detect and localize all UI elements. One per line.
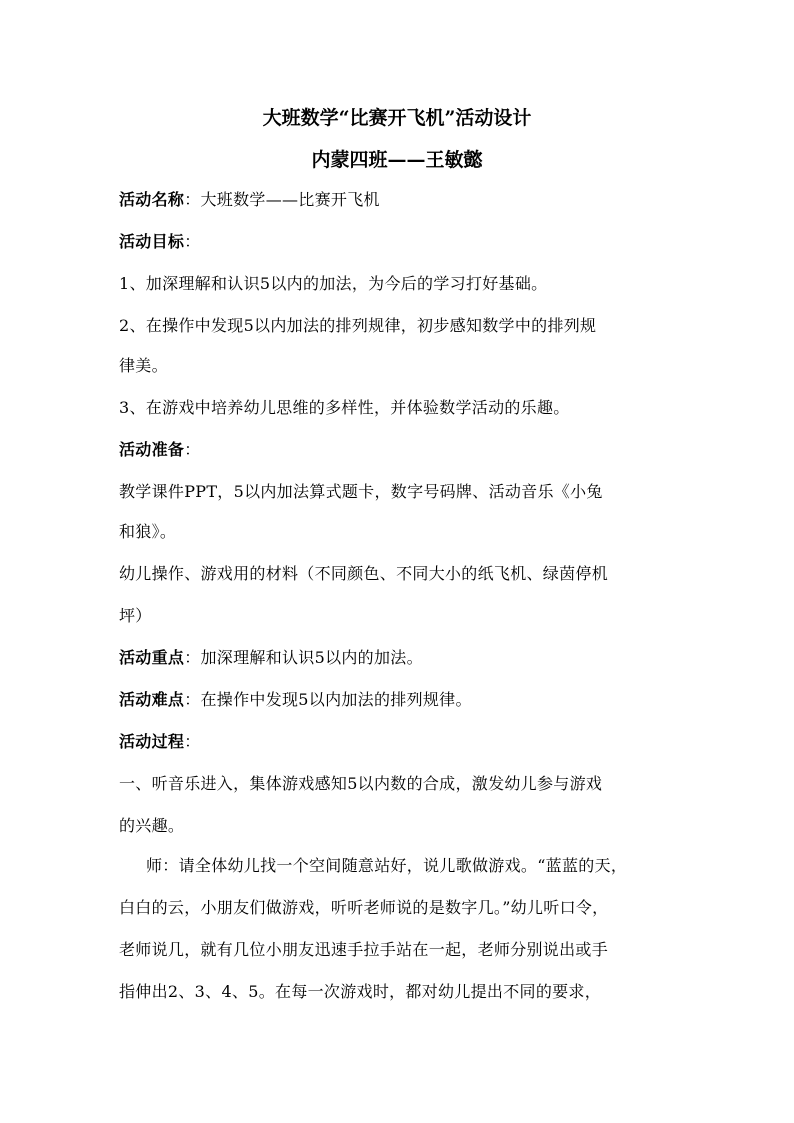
prep-line: 坪） bbox=[119, 606, 152, 625]
key-point-value: ：加深理解和认识5以内的加法。 bbox=[184, 648, 423, 667]
activity-name-line bbox=[119, 189, 380, 211]
process-heading bbox=[119, 731, 201, 753]
difficulty-value: ：在操作中发现5以内加法的排列规律。 bbox=[184, 690, 472, 709]
goals-colon: ： bbox=[184, 232, 201, 251]
process-line: 的兴趣。 bbox=[119, 816, 185, 835]
process-label: 活动过程 bbox=[119, 732, 185, 751]
process-line: 师：请全体幼儿找一个空间随意站好，说儿歌做游戏。“蓝蓝的天， bbox=[146, 856, 628, 875]
prep-line: 幼儿操作、游戏用的材料（不同颜色、不同大小的纸飞机、绿茵停机 bbox=[119, 564, 609, 583]
key-point-label: 活动重点 bbox=[119, 648, 185, 667]
goal-line: 2、在操作中发现5以内加法的排列规律，初步感知数学中的排列规 bbox=[119, 316, 597, 335]
prep-heading bbox=[119, 439, 201, 461]
goal-line: 3、在游戏中培养幼儿思维的多样性，并体验数学活动的乐趣。 bbox=[119, 398, 570, 417]
process-line: 指伸出2、3、4、5。在每一次游戏时，都对幼儿提出不同的要求， bbox=[119, 982, 602, 1001]
goal-line: 律美。 bbox=[119, 356, 168, 375]
goals-heading bbox=[119, 231, 201, 253]
prep-colon: ： bbox=[184, 440, 201, 459]
document-title: 大班数学“比赛开飞机”活动设计 bbox=[262, 107, 532, 129]
document-subtitle: 内蒙四班——王敏懿 bbox=[311, 149, 483, 171]
activity-name-value: ：大班数学——比赛开飞机 bbox=[184, 190, 380, 209]
prep-line: 教学课件PPT，5以内加法算式题卡，数字号码牌、活动音乐《小兔 bbox=[119, 482, 603, 501]
goals-label: 活动目标 bbox=[119, 232, 185, 251]
key-point-line bbox=[119, 647, 423, 669]
prep-line: 和狼》。 bbox=[119, 522, 177, 541]
activity-name-label: 活动名称 bbox=[119, 190, 185, 209]
process-colon: ： bbox=[184, 732, 201, 751]
process-line: 老师说几，就有几位小朋友迅速手拉手站在一起，老师分别说出或手 bbox=[119, 940, 609, 959]
difficulty-line bbox=[119, 689, 472, 711]
goal-line: 1、加深理解和认识5以内的加法，为今后的学习打好基础。 bbox=[119, 274, 548, 293]
process-line: 一、听音乐进入，集体游戏感知5以内数的合成，激发幼儿参与游戏 bbox=[119, 774, 603, 793]
prep-label: 活动准备 bbox=[119, 440, 185, 459]
difficulty-label: 活动难点 bbox=[119, 690, 185, 709]
process-line: 白白的云，小朋友们做游戏，听听老师说的是数字几。”幼儿听口令， bbox=[119, 898, 609, 917]
